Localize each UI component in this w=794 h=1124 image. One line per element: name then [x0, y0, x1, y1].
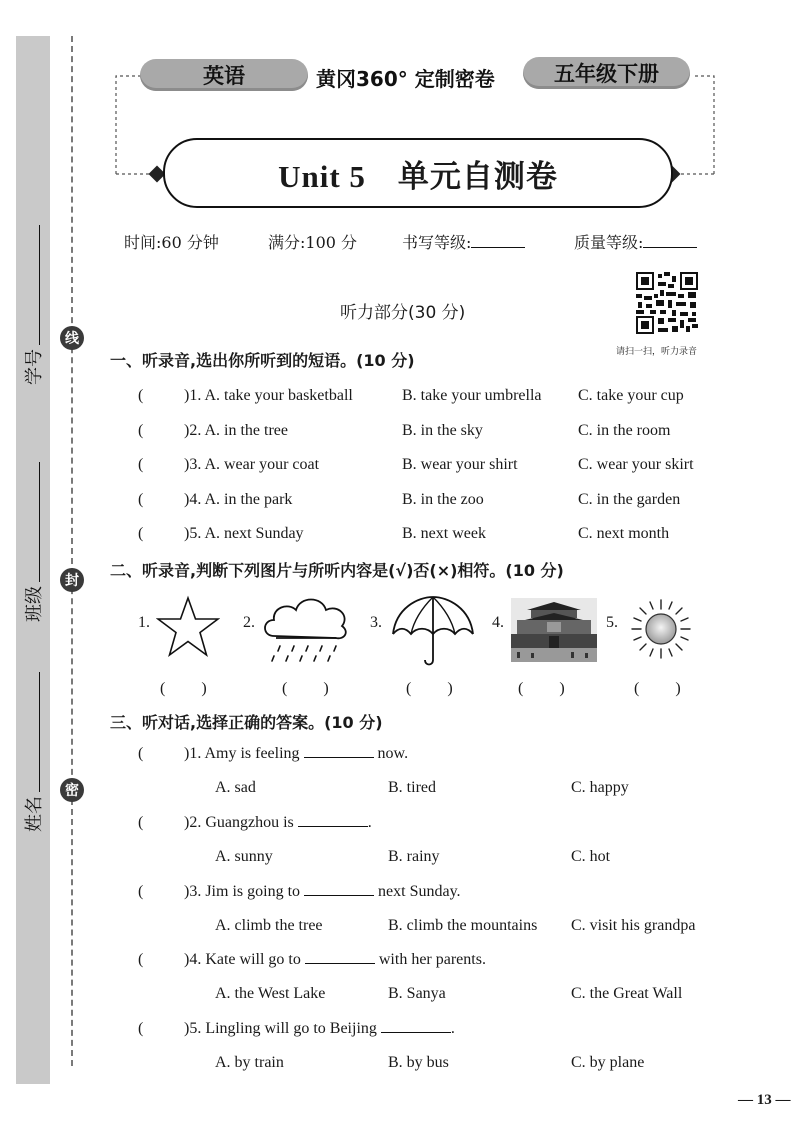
quality-grade-label: 质量等级:: [574, 233, 644, 252]
title-banner: [163, 138, 673, 208]
option-b: B. rainy: [388, 848, 440, 865]
option-b: B. by bus: [388, 1054, 449, 1071]
option-a: A. by train: [215, 1054, 284, 1071]
answer-paren[interactable]: (: [138, 883, 144, 900]
question-option-b: B. take your umbrella: [402, 387, 542, 404]
question-option-b: B. wear your shirt: [402, 456, 518, 473]
qr-caption: 请扫一扫，听力录音: [616, 347, 698, 357]
brand-name: 黄冈360° 定制密卷: [316, 67, 495, 91]
option-c: C. visit his grandpa: [571, 917, 696, 934]
student-id-field[interactable]: [21, 225, 45, 385]
page-title: Unit 5 单元自测卷: [278, 158, 558, 194]
page-number: — 13 —: [738, 1092, 791, 1108]
option-c: C. hot: [571, 848, 611, 865]
option-b: B. climb the mountains: [388, 917, 538, 934]
question-stem: [184, 814, 372, 832]
fill-blank[interactable]: [304, 745, 374, 758]
question-option-a: )3. A. wear your coat: [184, 456, 320, 473]
writing-grade-field[interactable]: [402, 230, 525, 253]
picture-answer-4[interactable]: ( ): [518, 680, 565, 697]
question-stem-pre: )3. Jim is going to: [184, 883, 301, 900]
writing-grade-blank[interactable]: [471, 233, 525, 248]
section3-heading: 三、听对话,选择正确的答案。(10 分): [110, 713, 383, 732]
answer-paren[interactable]: (: [138, 814, 144, 831]
name-label: 姓名: [24, 796, 45, 832]
option-b: B. Sanya: [388, 985, 446, 1002]
seal-line-badge: 线: [60, 326, 84, 350]
writing-grade-label: 书写等级:: [402, 233, 472, 252]
full-score: 满分:100 分: [268, 233, 358, 252]
question-stem: [184, 1020, 455, 1038]
question-stem-pre: )2. Guangzhou is: [184, 814, 294, 831]
answer-paren[interactable]: (: [138, 456, 144, 473]
question-stem-post: .: [367, 814, 372, 831]
picture-number-2: 2.: [243, 614, 255, 631]
umbrella-icon: [390, 594, 476, 668]
seal-seal-badge: 封: [60, 568, 84, 592]
option-c: C. the Great Wall: [571, 985, 683, 1002]
seal-secret-badge: 密: [60, 778, 84, 802]
question-stem-post: .: [450, 1020, 455, 1037]
question-stem-pre: )5. Lingling will go to Beijing: [184, 1020, 377, 1037]
section1-heading: 一、听录音,选出你所听到的短语。(10 分): [110, 351, 415, 370]
answer-paren[interactable]: (: [138, 422, 144, 439]
question-stem-post: with her parents.: [378, 951, 486, 968]
question-option-a: )4. A. in the park: [184, 491, 293, 508]
listening-title: 听力部分(30 分): [340, 303, 466, 323]
picture-number-5: 5.: [606, 614, 618, 631]
quality-grade-field[interactable]: [574, 230, 697, 253]
question-stem-post: now.: [377, 745, 409, 762]
question-option-a: )2. A. in the tree: [184, 422, 288, 439]
picture-number-3: 3.: [370, 614, 382, 631]
qr-code-icon[interactable]: [634, 270, 700, 336]
answer-paren[interactable]: (: [138, 491, 144, 508]
question-stem-pre: )4. Kate will go to: [184, 951, 301, 968]
question-stem: [184, 745, 408, 763]
option-a: A. sad: [215, 779, 256, 796]
question-option-b: B. next week: [402, 525, 486, 542]
time-limit: 时间:60 分钟: [124, 233, 219, 252]
picture-answer-5[interactable]: ( ): [634, 680, 681, 697]
option-c: C. by plane: [571, 1054, 645, 1071]
sun-icon: [628, 596, 694, 662]
question-stem: [184, 883, 461, 901]
picture-number-4: 4.: [492, 614, 504, 631]
answer-paren[interactable]: (: [138, 387, 144, 404]
question-option-c: C. in the garden: [578, 491, 681, 508]
name-field[interactable]: [21, 672, 45, 832]
fill-blank[interactable]: [305, 951, 375, 964]
answer-paren[interactable]: (: [138, 745, 144, 762]
star-icon: [156, 595, 220, 659]
question-option-b: B. in the sky: [402, 422, 483, 439]
class-line: [27, 462, 40, 582]
option-b: B. tired: [388, 779, 436, 796]
question-option-c: C. take your cup: [578, 387, 684, 404]
option-a: A. climb the tree: [215, 917, 323, 934]
question-option-a: )1. A. take your basketball: [184, 387, 353, 404]
subject-pill: 英语: [140, 59, 308, 91]
class-label: 班级: [24, 586, 45, 622]
answer-paren[interactable]: (: [138, 951, 144, 968]
question-option-a: )5. A. next Sunday: [184, 525, 304, 542]
tiananmen-icon: [511, 598, 597, 662]
option-c: C. happy: [571, 779, 629, 796]
student-id-label: 学号: [24, 349, 45, 385]
option-a: A. sunny: [215, 848, 273, 865]
picture-answer-2[interactable]: ( ): [282, 680, 329, 697]
fill-blank[interactable]: [304, 883, 374, 896]
question-stem: [184, 951, 486, 969]
cut-line: [71, 36, 73, 1066]
question-option-c: C. wear your skirt: [578, 456, 694, 473]
question-stem-pre: )1. Amy is feeling: [184, 745, 300, 762]
option-a: A. the West Lake: [215, 985, 326, 1002]
grade-pill: 五年级下册: [523, 57, 690, 89]
question-option-c: C. in the room: [578, 422, 671, 439]
question-option-b: B. in the zoo: [402, 491, 484, 508]
picture-answer-1[interactable]: ( ): [160, 680, 207, 697]
section2-heading: 二、听录音,判断下列图片与所听内容是(√)否(×)相符。(10 分): [110, 561, 564, 580]
picture-answer-3[interactable]: ( ): [406, 680, 453, 697]
fill-blank[interactable]: [381, 1020, 451, 1033]
question-option-c: C. next month: [578, 525, 670, 542]
class-field[interactable]: [21, 462, 45, 622]
fill-blank[interactable]: [298, 814, 368, 827]
answer-paren[interactable]: (: [138, 525, 144, 542]
rain-cloud-icon: [260, 592, 350, 668]
picture-number-1: 1.: [138, 614, 150, 631]
name-line: [27, 672, 40, 792]
student-id-line: [27, 225, 40, 345]
answer-paren[interactable]: (: [138, 1020, 144, 1037]
quality-grade-blank[interactable]: [643, 233, 697, 248]
question-stem-post: next Sunday.: [378, 883, 461, 900]
